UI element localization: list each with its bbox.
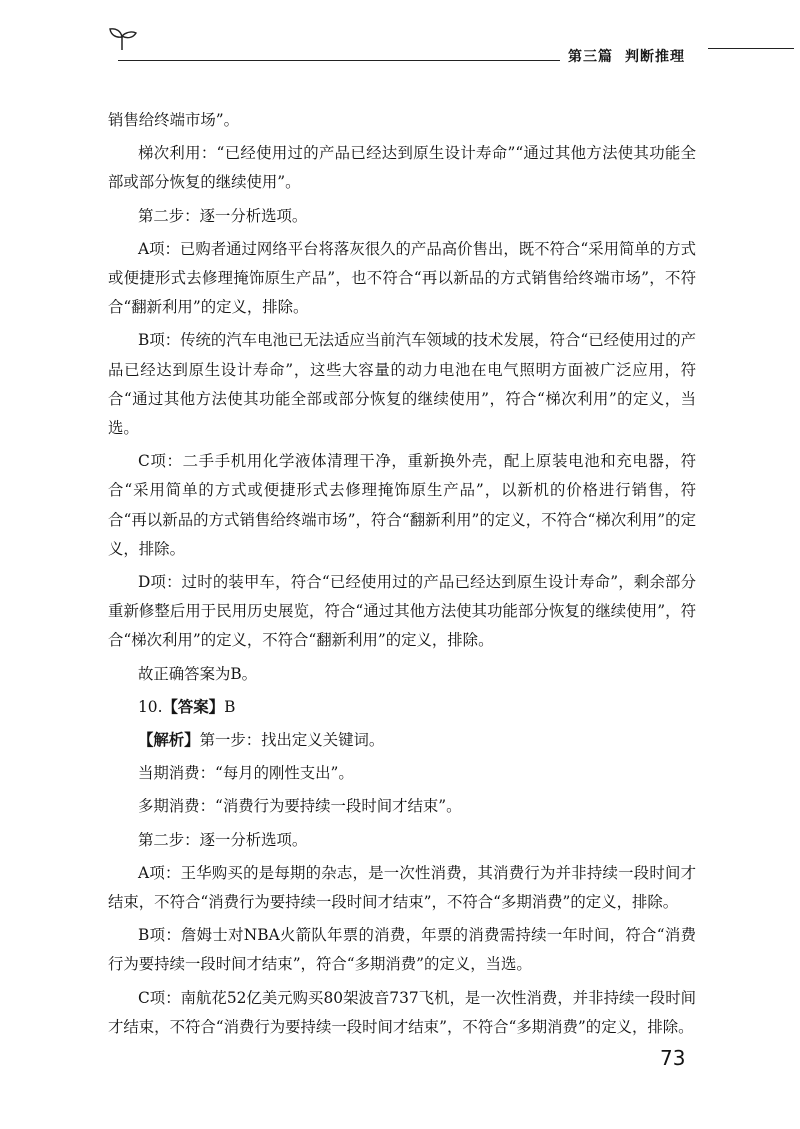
page-body [108,106,696,1042]
paragraph: 第二步：逐一分析选项。 [138,830,308,849]
header-section: 判断推理 [625,49,685,65]
paragraph: 当期消费：“每月的刚性支出”。 [138,764,354,783]
analysis-tag: 【解析】 [138,731,200,750]
paragraph: B项：传统的汽车电池已无法适应当前汽车领域的技术发展，符合“已经使用过的产品已经达到原生设计寿命”，这些大容量的动力电池在电气照明方面被广泛应用，符合“通过其他方法使其功能全部或部分恢复的继续使用”，符合“梯次利用”的定义，当选。 [108,331,696,438]
answer-tag: 【答案】 [162,697,225,716]
paragraph: C项：二手手机用化学液体清理干净，重新换外壳，配上原装电池和充电器，符合“采用简单的方式或便捷形式去修理掩饰原生产品”，以新机的价格进行销售，符合“再以新品的方式销售给终端市场”，符合“翻新利用”的定义，不符合“梯次利用”的定义，排除。 [108,452,696,558]
answer-value: B [224,697,236,716]
paragraph: C项：南航花52亿美元购买80架波音737飞机，是一次性消费，并非持续一段时间才结束，不符合“消费行为要持续一段时间才结束”，不符合“多期消费”的定义，排除。 [108,988,696,1036]
page-number: 73 [660,1046,686,1070]
paragraph: 销售给终端市场”。 [108,111,239,129]
analysis-text: 第一步：找出定义关键词。 [199,731,385,750]
header-rule-right [708,48,794,49]
header-part: 第三篇 [568,49,613,65]
paragraph: A项：王华购买的是每期的杂志，是一次性消费，其消费行为并非持续一段时间才结束，不符合“消费行为要持续一段时间才结束”，不符合“多期消费”的定义，排除。 [108,863,696,912]
paragraph: 故正确答案为B。 [138,664,258,683]
paragraph: 第二步：逐一分析选项。 [138,206,308,225]
paragraph: D项：过时的装甲车，符合“已经使用过的产品已经达到原生设计寿命”，剩余部分重新修整后用于民用历史展览，符合“通过其他方法使其功能部分恢复的继续使用”，符合“梯次利用”的定义，不符合“翻新利用”的定义，排除。 [108,573,696,650]
page-header [108,24,712,64]
header-title [568,46,685,66]
header-rule-left [118,60,560,61]
question-10-answer [108,693,696,722]
paragraph: 多期消费：“消费行为要持续一段时间才结束”。 [138,797,462,816]
question-10-analysis [108,726,696,755]
paragraph: 梯次利用：“已经使用过的产品已经达到原生设计寿命”“通过其他方法使其功能全部或部分恢复的继续使用”。 [108,144,696,192]
question-number: 10. [138,697,163,716]
paragraph: A项：已购者通过网络平台将落灰很久的产品高价售出，既不符合“采用简单的方式或便捷形式去修理掩饰原生产品”，也不符合“再以新品的方式销售给终端市场”，不符合“翻新利用”的定义，排除。 [108,239,696,317]
sprout-icon [108,26,138,52]
paragraph: B项：詹姆士对NBA火箭队年票的消费，年票的消费需持续一年时间，符合“消费行为要持续一段时间才结束”，符合“多期消费”的定义，当选。 [108,926,696,974]
